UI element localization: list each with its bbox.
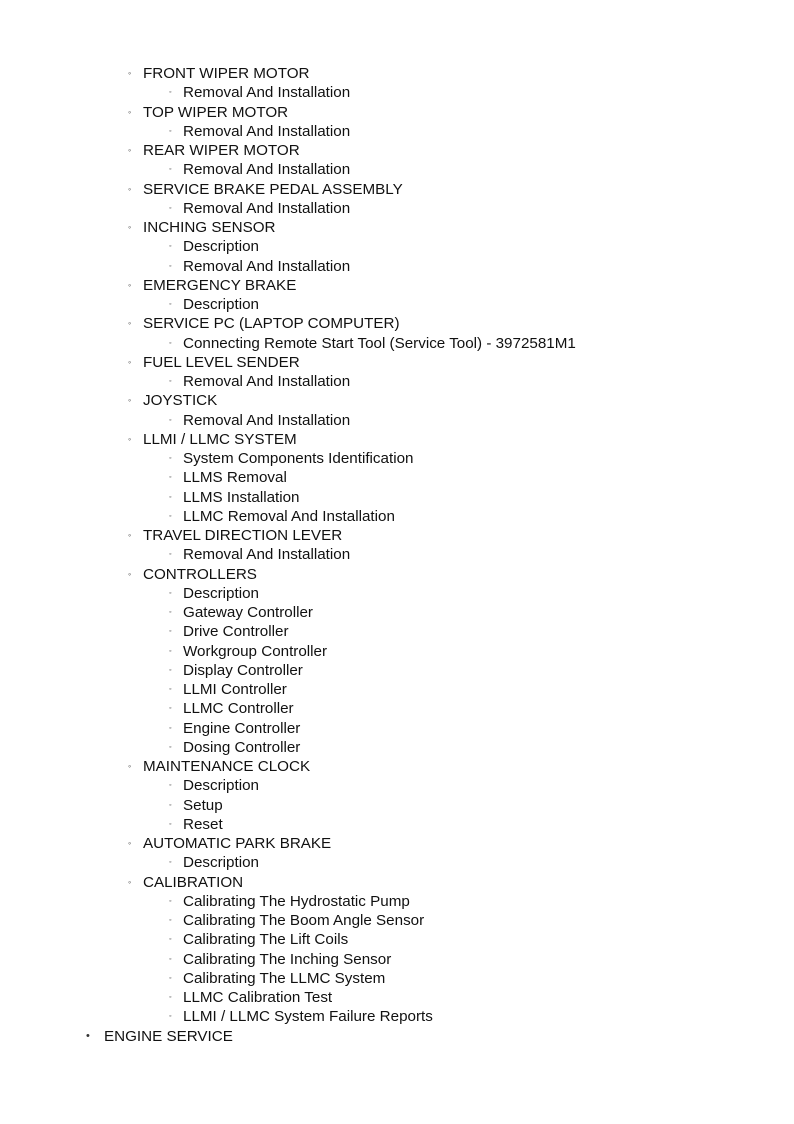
toc-item-label: LLMC Calibration Test [183, 989, 333, 1006]
toc-item-level-3[interactable] [0, 199, 794, 218]
toc-item-label: LLMC Removal And Installation [183, 507, 395, 525]
list-bullet-icon: • [86, 1029, 90, 1042]
toc-item-level-3[interactable] [0, 449, 794, 468]
toc-item-label: CALIBRATION [143, 873, 244, 891]
toc-item-level-3[interactable] [0, 680, 794, 699]
list-bullet-icon: ◦ [169, 936, 172, 944]
toc-item-label: CONTROLLERS [143, 565, 257, 583]
toc-item-level-2[interactable] [0, 64, 794, 83]
list-bullet-icon: ◦ [169, 647, 172, 655]
toc-item-label: Gateway Controller [183, 604, 313, 621]
toc-item-level-3[interactable] [0, 776, 794, 795]
list-bullet-icon: ◦ [128, 222, 132, 232]
list-bullet-icon: ◦ [169, 743, 172, 751]
list-bullet-icon: ◦ [128, 279, 132, 290]
toc-item-level-3[interactable] [0, 950, 794, 969]
toc-item-label: Calibrating The Inching Sensor [183, 950, 392, 968]
table-of-contents [0, 64, 794, 1046]
toc-item-level-3[interactable] [0, 930, 794, 949]
toc-item-level-3[interactable] [0, 257, 794, 276]
toc-item-label: Calibrating The Boom Angle Sensor [183, 912, 425, 929]
toc-item-level-3[interactable] [0, 892, 794, 911]
list-bullet-icon: ◦ [128, 395, 132, 406]
toc-item-level-3[interactable] [0, 295, 794, 314]
toc-item-label: TRAVEL DIRECTION LEVER [143, 527, 343, 544]
toc-item-label: Removal And Installation [183, 411, 351, 429]
toc-item-label: Reset [183, 815, 223, 833]
toc-item-label: REAR WIPER MOTOR [143, 142, 300, 159]
list-bullet-icon: ◦ [128, 876, 132, 887]
list-bullet-icon: ◦ [169, 551, 172, 559]
list-bullet-icon: ◦ [128, 433, 132, 444]
toc-item-level-3[interactable] [0, 603, 794, 622]
toc-item-level-3[interactable] [0, 122, 794, 141]
toc-item-label: Description [183, 854, 259, 872]
list-bullet-icon: ◦ [169, 782, 172, 790]
toc-item-label: LLMS Removal [183, 469, 287, 487]
list-bullet-icon: ◦ [169, 474, 172, 482]
toc-item-level-2[interactable] [0, 276, 794, 295]
toc-item-label: Dosing Controller [183, 738, 301, 756]
list-bullet-icon: ◦ [169, 378, 172, 385]
toc-item-level-3[interactable] [0, 83, 794, 102]
toc-item-level-3[interactable] [0, 372, 794, 391]
list-bullet-icon: ◦ [128, 568, 132, 579]
toc-item-label: Setup [183, 796, 223, 814]
toc-item-level-2[interactable] [0, 391, 794, 410]
toc-item-label: Calibrating The LLMC System [183, 969, 386, 987]
list-bullet-icon: ◦ [128, 145, 132, 155]
list-bullet-icon: ◦ [128, 183, 132, 194]
toc-item-label: System Components Identification [183, 450, 414, 467]
toc-item-label: Drive Controller [183, 623, 289, 641]
toc-item-label: INCHING SENSOR [143, 219, 276, 236]
list-bullet-icon: ◦ [169, 955, 172, 963]
toc-item-level-2[interactable] [0, 180, 794, 199]
toc-item-label: SERVICE BRAKE PEDAL ASSEMBLY [143, 180, 403, 198]
toc-item-label: Removal And Installation [183, 161, 351, 179]
list-bullet-icon: ◦ [169, 166, 172, 174]
toc-item-label: Description [183, 777, 259, 795]
list-bullet-icon: ◦ [128, 761, 132, 771]
toc-item-label: Description [183, 584, 259, 602]
toc-item-label: Calibrating The Lift Coils [183, 931, 349, 949]
list-bullet-icon: ◦ [169, 339, 172, 347]
toc-item-label: MAINTENANCE CLOCK [143, 758, 311, 775]
list-bullet-icon: ◦ [169, 301, 172, 308]
toc-item-level-2[interactable] [0, 141, 794, 160]
toc-item-level-1[interactable] [0, 1027, 794, 1046]
toc-item-label: Engine Controller [183, 719, 301, 737]
toc-item-level-3[interactable] [0, 661, 794, 680]
list-bullet-icon: ◦ [169, 994, 172, 1001]
toc-item-level-3[interactable] [0, 488, 794, 507]
list-bullet-icon: ◦ [169, 127, 172, 135]
toc-item-level-3[interactable] [0, 160, 794, 179]
toc-item-label: AUTOMATIC PARK BRAKE [143, 835, 332, 852]
toc-item-level-3[interactable] [0, 411, 794, 430]
toc-item-label: Workgroup Controller [183, 642, 328, 660]
toc-item-level-2[interactable] [0, 834, 794, 853]
list-bullet-icon: ◦ [169, 686, 172, 693]
toc-item-label: Removal And Installation [183, 199, 351, 217]
list-bullet-icon: ◦ [169, 243, 172, 251]
list-bullet-icon: ◦ [169, 512, 172, 520]
toc-item-level-3[interactable] [0, 815, 794, 834]
toc-item-level-2[interactable] [0, 873, 794, 892]
toc-item-label: FRONT WIPER MOTOR [143, 65, 310, 82]
toc-item-level-3[interactable] [0, 237, 794, 256]
toc-item-level-3[interactable] [0, 584, 794, 603]
list-bullet-icon: ◦ [128, 318, 132, 329]
toc-item-level-2[interactable] [0, 757, 794, 776]
toc-item-label: ENGINE SERVICE [104, 1027, 233, 1045]
list-bullet-icon: ◦ [169, 204, 172, 212]
list-bullet-icon: ◦ [128, 356, 132, 367]
toc-item-label: TOP WIPER MOTOR [143, 103, 289, 121]
toc-item-label: SERVICE PC (LAPTOP COMPUTER) [143, 315, 400, 333]
toc-item-level-3[interactable] [0, 699, 794, 718]
toc-item-label: LLMI / LLMC SYSTEM [143, 430, 297, 448]
toc-item-label: Removal And Installation [183, 373, 351, 390]
toc-item-level-2[interactable] [0, 314, 794, 333]
toc-item-label: FUEL LEVEL SENDER [143, 353, 300, 371]
list-bullet-icon: ◦ [128, 530, 132, 540]
toc-item-label: Description [183, 238, 259, 256]
list-bullet-icon: ◦ [169, 1013, 172, 1021]
list-bullet-icon: ◦ [169, 820, 172, 828]
toc-item-label: Connecting Remote Start Tool (Service Tool) - 3972581M1 [183, 334, 576, 352]
toc-item-label: Removal And Installation [183, 257, 351, 275]
toc-item-label: Removal And Installation [183, 84, 351, 102]
list-bullet-icon: ◦ [169, 705, 172, 713]
toc-item-level-3[interactable] [0, 738, 794, 757]
toc-item-label: LLMI Controller [183, 681, 287, 698]
toc-item-level-3[interactable] [0, 507, 794, 526]
toc-item-level-3[interactable] [0, 334, 794, 353]
toc-item-level-3[interactable] [0, 719, 794, 738]
toc-item-level-3[interactable] [0, 853, 794, 872]
toc-item-label: Removal And Installation [183, 122, 351, 140]
list-bullet-icon: ◦ [128, 106, 132, 117]
list-bullet-icon: ◦ [169, 416, 172, 424]
toc-item-level-3[interactable] [0, 969, 794, 988]
toc-item-level-3[interactable] [0, 545, 794, 564]
list-bullet-icon: ◦ [169, 609, 172, 616]
toc-item-level-2[interactable] [0, 526, 794, 545]
list-bullet-icon: ◦ [169, 666, 172, 674]
list-bullet-icon: ◦ [169, 589, 172, 597]
toc-item-label: LLMI / LLMC System Failure Reports [183, 1008, 433, 1026]
list-bullet-icon: ◦ [169, 493, 172, 501]
toc-item-level-3[interactable] [0, 622, 794, 641]
toc-item-level-3[interactable] [0, 1007, 794, 1026]
toc-item-level-3[interactable] [0, 468, 794, 487]
toc-item-label: LLMS Installation [183, 488, 300, 506]
toc-item-label: Description [183, 296, 259, 313]
toc-item-label: Removal And Installation [183, 546, 351, 564]
list-bullet-icon: ◦ [169, 724, 172, 732]
list-bullet-icon: ◦ [169, 897, 172, 905]
list-bullet-icon: ◦ [169, 262, 172, 270]
toc-item-level-3[interactable] [0, 911, 794, 930]
toc-item-level-2[interactable] [0, 218, 794, 237]
list-bullet-icon: ◦ [169, 859, 172, 867]
toc-item-label: Calibrating The Hydrostatic Pump [183, 892, 410, 910]
toc-item-level-2[interactable] [0, 430, 794, 449]
list-bullet-icon: ◦ [169, 455, 172, 462]
list-bullet-icon: ◦ [169, 628, 172, 636]
toc-item-label: LLMC Controller [183, 700, 294, 718]
list-bullet-icon: ◦ [169, 917, 172, 924]
toc-item-level-3[interactable] [0, 988, 794, 1007]
list-bullet-icon: ◦ [128, 838, 132, 848]
toc-item-level-2[interactable] [0, 103, 794, 122]
list-bullet-icon: ◦ [169, 801, 172, 809]
toc-item-level-3[interactable] [0, 796, 794, 815]
toc-item-level-3[interactable] [0, 642, 794, 661]
list-bullet-icon: ◦ [128, 68, 132, 78]
list-bullet-icon: ◦ [169, 89, 172, 97]
toc-item-label: EMERGENCY BRAKE [143, 276, 297, 294]
toc-item-label: JOYSTICK [143, 392, 218, 410]
list-bullet-icon: ◦ [169, 974, 172, 982]
toc-item-label: Display Controller [183, 661, 303, 679]
toc-item-level-2[interactable] [0, 353, 794, 372]
toc-item-level-2[interactable] [0, 565, 794, 584]
